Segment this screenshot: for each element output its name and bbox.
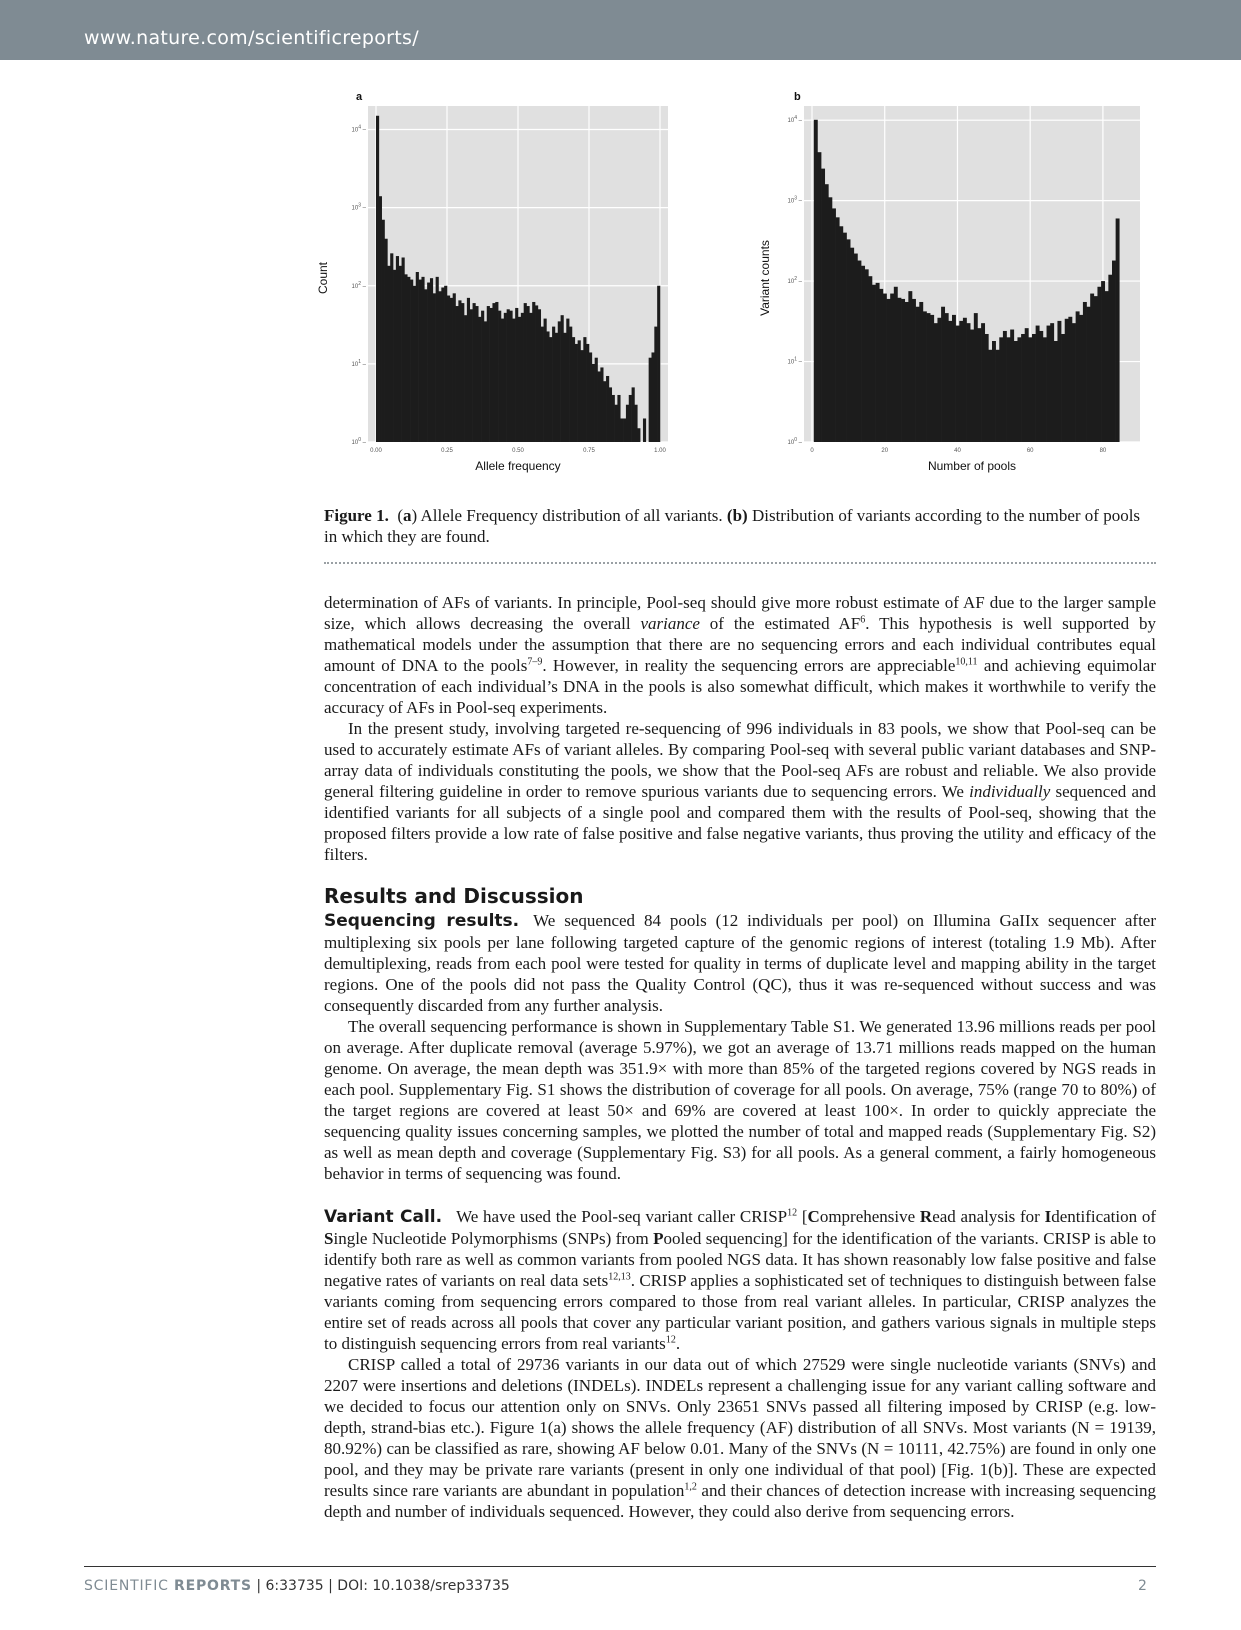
bar	[839, 226, 843, 442]
bar	[637, 428, 640, 442]
bar	[1105, 291, 1109, 442]
y-tick-label: $10^1$ –	[787, 356, 802, 366]
bar	[546, 331, 549, 442]
bar	[905, 302, 909, 442]
bar	[464, 315, 467, 442]
bar	[453, 293, 456, 442]
bar	[945, 313, 949, 442]
bar	[854, 254, 858, 442]
y-tick-label: $10^0$ –	[787, 437, 802, 446]
bar	[952, 315, 956, 442]
paragraph-4: The overall sequencing performance is shown in Supplementary Table S1. We generated 13.96 millions reads per pool on average. After duplicate removal (average 5.97%), we got an average of 13.71 millions reads mapped on the human genome. On average, the mean depth was 351.9× with more than 85% of the targeted regions covered by NGS reads in each pool. Supplementary Fig. S1 shows the distribution of coverage for all pools. On average, 75% (range 70 to 80%) of the target regions are covered at least 50× and 69% are covered at least 100×. In order to quickly appreciate the sequencing quality issues concerning samples, we plotted the number of total and mapped reads (Supplementary Fig. S2) as well as mean depth and coverage (Supplementary Fig. S3) for all pools. As a general comment, a fairly homogeneous behavior in terms of sequencing was found.	[324, 1017, 1156, 1183]
bar	[1057, 321, 1061, 442]
bar	[872, 285, 876, 442]
bar	[382, 220, 385, 442]
bar	[828, 197, 832, 442]
bar	[865, 269, 869, 442]
y-axis-label: Count	[316, 261, 330, 295]
bar	[541, 327, 544, 442]
bar	[897, 298, 901, 442]
bar	[1072, 323, 1076, 442]
bar	[836, 217, 840, 442]
bar	[461, 303, 464, 442]
bar	[393, 270, 396, 442]
bar	[521, 313, 524, 442]
bar	[592, 364, 595, 442]
bar	[1017, 337, 1021, 442]
bar	[1032, 334, 1036, 442]
bar	[620, 418, 623, 442]
bar	[535, 305, 538, 442]
caption-a-text: Allele Frequency distribution of all variants.	[420, 506, 723, 525]
paragraph-6: CRISP called a total of 29736 variants in our data out of which 27529 were single nucleotide variants (SNVs) and 2207 were insertions and deletions (INDELs). INDELs represent a challenging issue for any variant calling software and we decided to focus our attention only on SNVs. Only 23651 SNVs passed all filtering imposed by CRISP (e.g. low-depth, strand-bias etc.). Figure 1(a) shows the allele frequency (AF) distribution of all SNVs. Most variants (N = 19139, 80.92%) can be classified as rare, showing AF below 0.01. Many of the SNVs (N = 10111, 42.75%) are found in only one pool, and they may be private rare variants (present in only one individual of that pool) [Fig. 1(b)]. These are expected results since rare variants are abundant in population$^{1,2}$ and their chances of detection increase with increasing sequencing depth and number of individuals sequenced. However, they could also derive from sequencing errors.	[324, 1355, 1156, 1521]
bar	[490, 308, 493, 442]
bar	[413, 286, 416, 442]
bar	[930, 315, 934, 442]
bar	[996, 350, 1000, 442]
bar	[600, 367, 603, 442]
bar	[657, 286, 660, 442]
bar	[410, 280, 413, 442]
bar	[977, 328, 981, 442]
bar	[1090, 294, 1094, 442]
subsection-sequencing: Sequencing results.	[324, 911, 520, 931]
bar	[825, 184, 829, 442]
x-tick-label: 0.25	[441, 448, 453, 454]
bar	[595, 358, 598, 442]
bar	[598, 371, 601, 442]
paragraph-3: Sequencing results. We sequenced 84 pools (12 individuals per pool) on Illumina GaIIx sequencer after multiplexing six pools per lane following targeted capture of the genomic regions of interest (totaling 1.9 Mb). After demultiplexing, reads from each pool were tested for quality in terms of duplicate level and mapping ability in the target regions. One of the pools did not pass the Quality Control (QC), thus it was re-sequenced without success and was consequently discarded from any further analysis.	[324, 911, 1157, 1015]
bar	[1112, 261, 1116, 442]
bar	[1043, 337, 1047, 442]
bar	[956, 326, 960, 442]
bar	[615, 405, 618, 442]
subsection-variant-call: Variant Call.	[324, 1207, 443, 1227]
bar	[1028, 337, 1032, 442]
bar	[985, 334, 989, 442]
bar	[561, 315, 564, 442]
bar	[629, 395, 632, 442]
bar	[927, 313, 931, 442]
bar	[518, 317, 521, 442]
bar	[558, 321, 561, 442]
paragraph-5: Variant Call. We have used the Pool-seq variant caller CRISP$^{12}$ [Comprehensive Read analysis for Identification of Single Nucleotide Polymorphisms (SNPs) from Pooled sequencing] for the identification of the variants. CRISP is able to identify both rare as well as common variants from pooled NGS data. It has shown reasonably low false positive and false negative rates of variants on real data sets$^{12,13}$. CRISP applies a sophisticated set of techniques to distinguish between false variants coming from sequencing errors compared to those from real variant alleles. In particular, CRISP analyzes the entire set of reads across all pools that cover any particular variant position, and gathers various signals in multiple steps to distinguish sequencing errors from real variants$^{12}$.	[324, 1207, 1157, 1353]
header-bar	[0, 0, 1241, 60]
bar	[1087, 307, 1091, 442]
bar	[999, 337, 1003, 442]
bar	[586, 344, 589, 442]
bar	[495, 302, 498, 442]
bar	[626, 405, 629, 442]
bar	[857, 261, 861, 442]
bar	[444, 286, 447, 442]
bar	[467, 298, 470, 442]
x-axis-label: Number of pools	[927, 459, 1017, 473]
caption-b-text: Distribution of variants according to the number of pools in which they are found.	[324, 506, 1141, 546]
bar	[612, 395, 615, 442]
bar	[1076, 311, 1080, 442]
bar	[1054, 341, 1058, 442]
paragraph-1: determination of AFs of variants. In principle, Pool-seq should give more robust estimate of AF due to the larger sample size, which allows decreasing the overall variance of the estimated $AF^6$. This hypothesis is well supported by mathematical models under the assumption that there are no sequencing errors and each individual contributes equal amount of DNA to the pools$^{7-9}$. However, in reality the sequencing errors are appreciable$^{10,11}$ and achieving equimolar concentration of each individual’s DNA in the pools is also somewhat difficult, which makes it worthwhile to verify the accuracy of AFs in Pool-seq experiments.	[324, 593, 1156, 717]
bar	[407, 277, 410, 442]
bar	[817, 152, 821, 442]
bar	[509, 311, 512, 442]
bar	[421, 277, 424, 442]
bar	[390, 253, 393, 442]
bar	[504, 313, 507, 442]
bar	[894, 287, 898, 442]
caption-divider	[324, 562, 1156, 564]
bar	[937, 318, 941, 442]
bar	[959, 321, 963, 442]
bar	[821, 169, 825, 442]
bar	[651, 352, 654, 442]
bar	[532, 302, 535, 442]
bar	[456, 306, 459, 442]
bar	[1025, 328, 1029, 442]
bar	[492, 303, 495, 442]
y-tick-label: $10^3$ –	[351, 202, 366, 212]
bar	[433, 293, 436, 442]
bar	[847, 239, 851, 442]
bar	[430, 278, 433, 442]
bar	[1021, 334, 1025, 442]
bar	[538, 309, 541, 442]
bar	[606, 376, 609, 442]
bar	[868, 276, 872, 442]
bar	[387, 266, 390, 442]
bar	[1050, 323, 1054, 442]
bar	[544, 319, 547, 442]
bar	[1039, 331, 1043, 442]
bar	[589, 352, 592, 442]
bar	[1097, 287, 1101, 442]
doi-text[interactable]: | 6:33735 | DOI: 10.1038/srep33735	[251, 1578, 510, 1594]
bar	[1079, 315, 1083, 442]
bar	[912, 299, 916, 442]
bar	[379, 196, 382, 442]
bar	[424, 289, 427, 442]
bar	[1003, 331, 1007, 442]
bar	[634, 405, 637, 442]
bar	[529, 313, 532, 442]
page-number: 2	[1138, 1578, 1147, 1594]
bar	[1101, 281, 1105, 442]
bar	[974, 313, 978, 442]
bar	[450, 298, 453, 442]
bar	[908, 291, 912, 442]
bar	[617, 395, 620, 442]
bar	[1061, 334, 1065, 442]
caption-a-letter: a	[403, 506, 412, 525]
y-tick-label: $10^3$ –	[787, 195, 802, 205]
bar	[654, 327, 657, 442]
journal-url[interactable]: www.nature.com/scientificreports/	[84, 27, 419, 49]
bar	[402, 257, 405, 442]
x-tick-label: 60	[1026, 448, 1034, 454]
figure-1-charts	[318, 88, 1156, 488]
bar	[861, 266, 865, 442]
bar	[916, 307, 920, 442]
intro-paragraphs	[324, 592, 1156, 865]
bar	[603, 381, 606, 442]
paragraph-2: In the present study, involving targeted re-sequencing of 996 individuals in 83 pools, we show that Pool-seq can be used to accurately estimate AFs of variant alleles. By comparing Pool-seq with several public variant databases and SNP-array data of individuals constituting the pools, we show that the Pool-seq AFs are robust and reliable. We also provide general filtering guideline in order to remove spurious variants due to sequencing errors. We individually sequenced and identified variants for all subjects of a single pool and compared them with the results of Pool-seq, showing that the proposed filters provide a low rate of false positive and false negative variants, thus proving the utility and efficacy of the filters.	[324, 719, 1156, 864]
bar	[475, 306, 478, 442]
bar	[970, 330, 974, 442]
bar	[879, 289, 883, 442]
bar	[623, 418, 626, 442]
bar	[1014, 341, 1018, 442]
bar	[583, 337, 586, 442]
y-axis-label: Variant counts	[758, 240, 772, 316]
y-tick-label: $10^1$ –	[351, 358, 366, 368]
bar	[890, 294, 894, 442]
x-axis-label: Allele frequency	[475, 459, 561, 473]
bar	[458, 300, 461, 442]
bar	[992, 341, 996, 442]
panel-letter: a	[356, 91, 363, 103]
bar	[832, 208, 836, 442]
sequencing-results	[324, 910, 1156, 1184]
bar	[427, 283, 430, 442]
bar	[850, 248, 854, 442]
bar	[1108, 275, 1112, 442]
bar	[632, 387, 635, 442]
footer-citation	[84, 1578, 510, 1594]
figure-caption: Figure 1. (a) Allele Frequency distribution of all variants. (b) Distribution of variants according to the number of pools in which they are found.	[324, 506, 1141, 546]
bar	[981, 323, 985, 442]
y-tick-label: $10^2$ –	[351, 280, 366, 290]
bar	[507, 309, 510, 442]
journal-brand-2: REPORTS	[174, 1578, 252, 1594]
bar	[575, 344, 578, 442]
panel-letter: b	[794, 91, 801, 103]
bar	[1065, 319, 1069, 442]
bar	[436, 277, 439, 442]
bar	[473, 303, 476, 442]
bar	[478, 317, 481, 442]
bar	[843, 233, 847, 442]
bar	[515, 308, 518, 442]
x-tick-label: 80	[1099, 448, 1107, 454]
bar	[923, 311, 927, 442]
bar	[988, 350, 992, 442]
bar	[948, 321, 952, 442]
bar	[1116, 218, 1120, 442]
bar	[649, 358, 652, 442]
bar	[527, 306, 530, 442]
y-tick-label: $10^4$ –	[787, 115, 802, 125]
bar	[963, 318, 967, 442]
bar	[1083, 302, 1087, 442]
bar	[643, 418, 646, 442]
bar	[569, 327, 572, 442]
bar	[566, 319, 569, 442]
caption-b-letter: (b)	[726, 506, 748, 525]
bar	[484, 321, 487, 442]
bar	[572, 337, 575, 442]
bar	[419, 280, 422, 442]
bar	[487, 306, 490, 442]
bar	[814, 120, 818, 442]
bar	[1007, 337, 1011, 442]
bar	[552, 327, 555, 442]
bar	[967, 323, 971, 442]
bar	[549, 337, 552, 442]
bar	[416, 272, 419, 442]
bar	[524, 303, 527, 442]
bar	[376, 116, 379, 442]
x-tick-label: 1.00	[654, 448, 666, 454]
bar	[555, 333, 558, 442]
x-tick-label: 40	[954, 448, 961, 454]
bar	[470, 309, 473, 442]
y-tick-label: $10^4$ –	[351, 124, 366, 134]
x-tick-label: 0	[810, 448, 814, 454]
bar	[941, 307, 945, 442]
bar	[876, 283, 880, 442]
section-title: Results and Discussion	[324, 884, 584, 908]
bar	[1036, 326, 1040, 442]
journal-brand-1: SCIENTIFIC	[84, 1578, 174, 1594]
y-tick-label: $10^0$ –	[351, 437, 366, 446]
bar	[609, 387, 612, 442]
bar	[512, 319, 515, 442]
bar	[580, 350, 583, 442]
footer-divider	[84, 1566, 1156, 1567]
bar	[404, 274, 407, 442]
bar	[396, 256, 399, 442]
bar	[438, 291, 441, 442]
figure-1	[318, 88, 1156, 488]
bar	[919, 302, 923, 442]
bar	[934, 323, 938, 442]
bar	[1094, 296, 1098, 442]
x-tick-label: 0.50	[512, 448, 524, 454]
bar	[481, 311, 484, 442]
bar	[441, 287, 444, 442]
bar	[447, 296, 450, 442]
bar	[563, 333, 566, 442]
bar	[498, 311, 501, 442]
y-tick-label: $10^2$ –	[787, 276, 802, 286]
bar	[1047, 326, 1051, 442]
bar	[385, 239, 388, 442]
bar	[501, 319, 504, 442]
bar	[578, 340, 581, 442]
x-tick-label: 0.00	[370, 448, 382, 454]
x-tick-label: 0.75	[583, 448, 595, 454]
bar	[901, 299, 905, 442]
caption-label: Figure 1.	[324, 506, 389, 525]
bar	[883, 294, 887, 442]
x-tick-label: 20	[881, 448, 889, 454]
bar	[1010, 330, 1014, 442]
bar	[399, 266, 402, 442]
bar	[1068, 317, 1072, 442]
variant-call	[324, 1206, 1156, 1522]
bar	[887, 299, 891, 442]
